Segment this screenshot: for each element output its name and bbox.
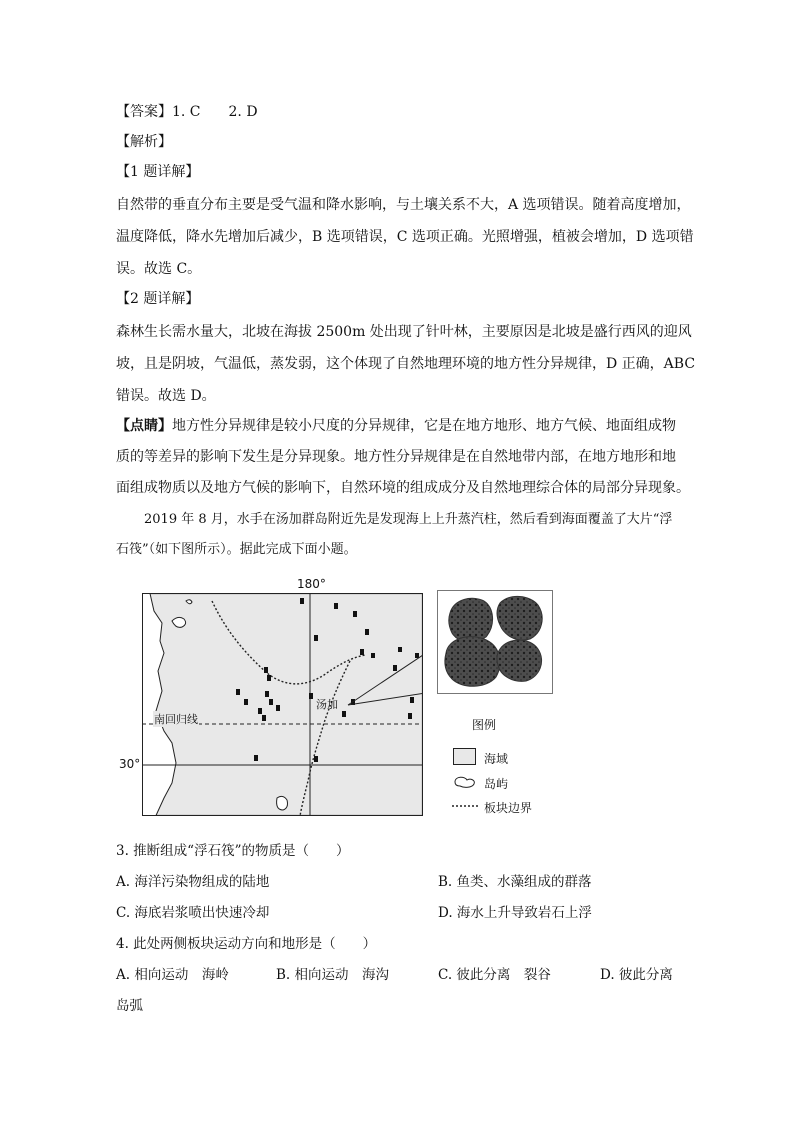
island-shape xyxy=(277,796,288,810)
tip-text-1: 地方性分异规律是较小尺度的分异规律，它是在地方地形、地方气候、地面组成物 xyxy=(172,418,676,434)
answer-line xyxy=(116,103,258,121)
tip-line-3: 面组成物质以及地方气候的影响下，自然环境的组成成分及自然地理综合体的局部分异现象。 xyxy=(116,480,690,496)
island-icon xyxy=(452,774,478,790)
q3-option-c: C. 海底岩浆喷出快速冷却 xyxy=(116,905,270,921)
q4-stem: 4. 此处两侧板块运动方向和地形是（ ） xyxy=(116,936,377,952)
map-longitude-label: 180° xyxy=(297,577,326,591)
sea-swatch-icon xyxy=(453,748,476,765)
intro-line-2: 石筏”（如下图所示）。据此完成下面小题。 xyxy=(116,542,357,557)
tip-line-1 xyxy=(116,417,676,435)
intro-line-1: 2019 年 8 月，水手在汤加群岛附近先是发现海上上升蒸汽柱，然后看到海面覆盖了大片“浮 xyxy=(144,512,673,527)
analysis-label: 【解析】 xyxy=(116,134,172,150)
tip-line-2: 质的等差异的影响下发生是分异现象。地方性分异规律是在自然地带内部，在地方地形和地 xyxy=(116,449,676,465)
sea-area xyxy=(143,594,423,816)
q3-option-d: D. 海水上升导致岩石上浮 xyxy=(438,905,592,921)
tropic-label: 南回归线 xyxy=(154,713,198,726)
rock-photo xyxy=(437,590,553,694)
map-latitude-label: 30° xyxy=(119,757,141,771)
q2-line-1: 森林生长需水量大，北坡在海拔 2500m 处出现了针叶林，主要原因是北坡是盛行西风的迎风 xyxy=(116,324,692,340)
q3-stem: 3. 推断组成“浮石筏”的物质是（ ） xyxy=(116,843,350,859)
q3-option-a: A. 海洋污染物组成的陆地 xyxy=(116,874,270,890)
answer-items: 1. C 2. D xyxy=(172,104,258,120)
map xyxy=(142,593,423,816)
answer-label: 【答案】 xyxy=(116,104,172,120)
q4-option-d-continued: 岛弧 xyxy=(116,998,143,1014)
legend-island: 岛屿 xyxy=(484,777,509,791)
q4-option-d: D. 彼此分离 xyxy=(600,967,673,983)
q2-label: 【2 题详解】 xyxy=(116,291,200,307)
tip-label: 【点睛】 xyxy=(116,418,172,434)
q2-line-3: 错误。故选 D。 xyxy=(116,388,216,404)
legend-sea: 海域 xyxy=(484,752,509,766)
q2-line-2: 坡，且是阴坡，气温低，蒸发弱，这个体现了自然地理环境的地方性分异规律，D 正确，ABC xyxy=(116,356,696,372)
legend-boundary: 板块边界 xyxy=(484,801,533,815)
q1-line-1: 自然带的垂直分布主要是受气温和降水影响，与土壤关系不大，A 选项错误。随着高度增加， xyxy=(116,197,691,213)
q1-label: 【1 题详解】 xyxy=(116,164,200,180)
legend-title: 图例 xyxy=(472,718,497,732)
tonga-label: 汤加 xyxy=(316,698,338,711)
q3-option-b: B. 鱼类、水藻组成的群落 xyxy=(438,874,592,890)
q4-option-c: C. 彼此分离 裂谷 xyxy=(438,967,551,983)
q4-option-a: A. 相向运动 海岭 xyxy=(116,967,229,983)
q4-option-b: B. 相向运动 海沟 xyxy=(276,967,390,983)
plate-boundary-line-icon xyxy=(452,804,478,808)
q1-line-3: 误。故选 C。 xyxy=(116,261,202,277)
q1-line-2: 温度降低，降水先增加后减少，B 选项错误，C 选项正确。光照增强，植被会增加，D 选项错 xyxy=(116,229,694,245)
